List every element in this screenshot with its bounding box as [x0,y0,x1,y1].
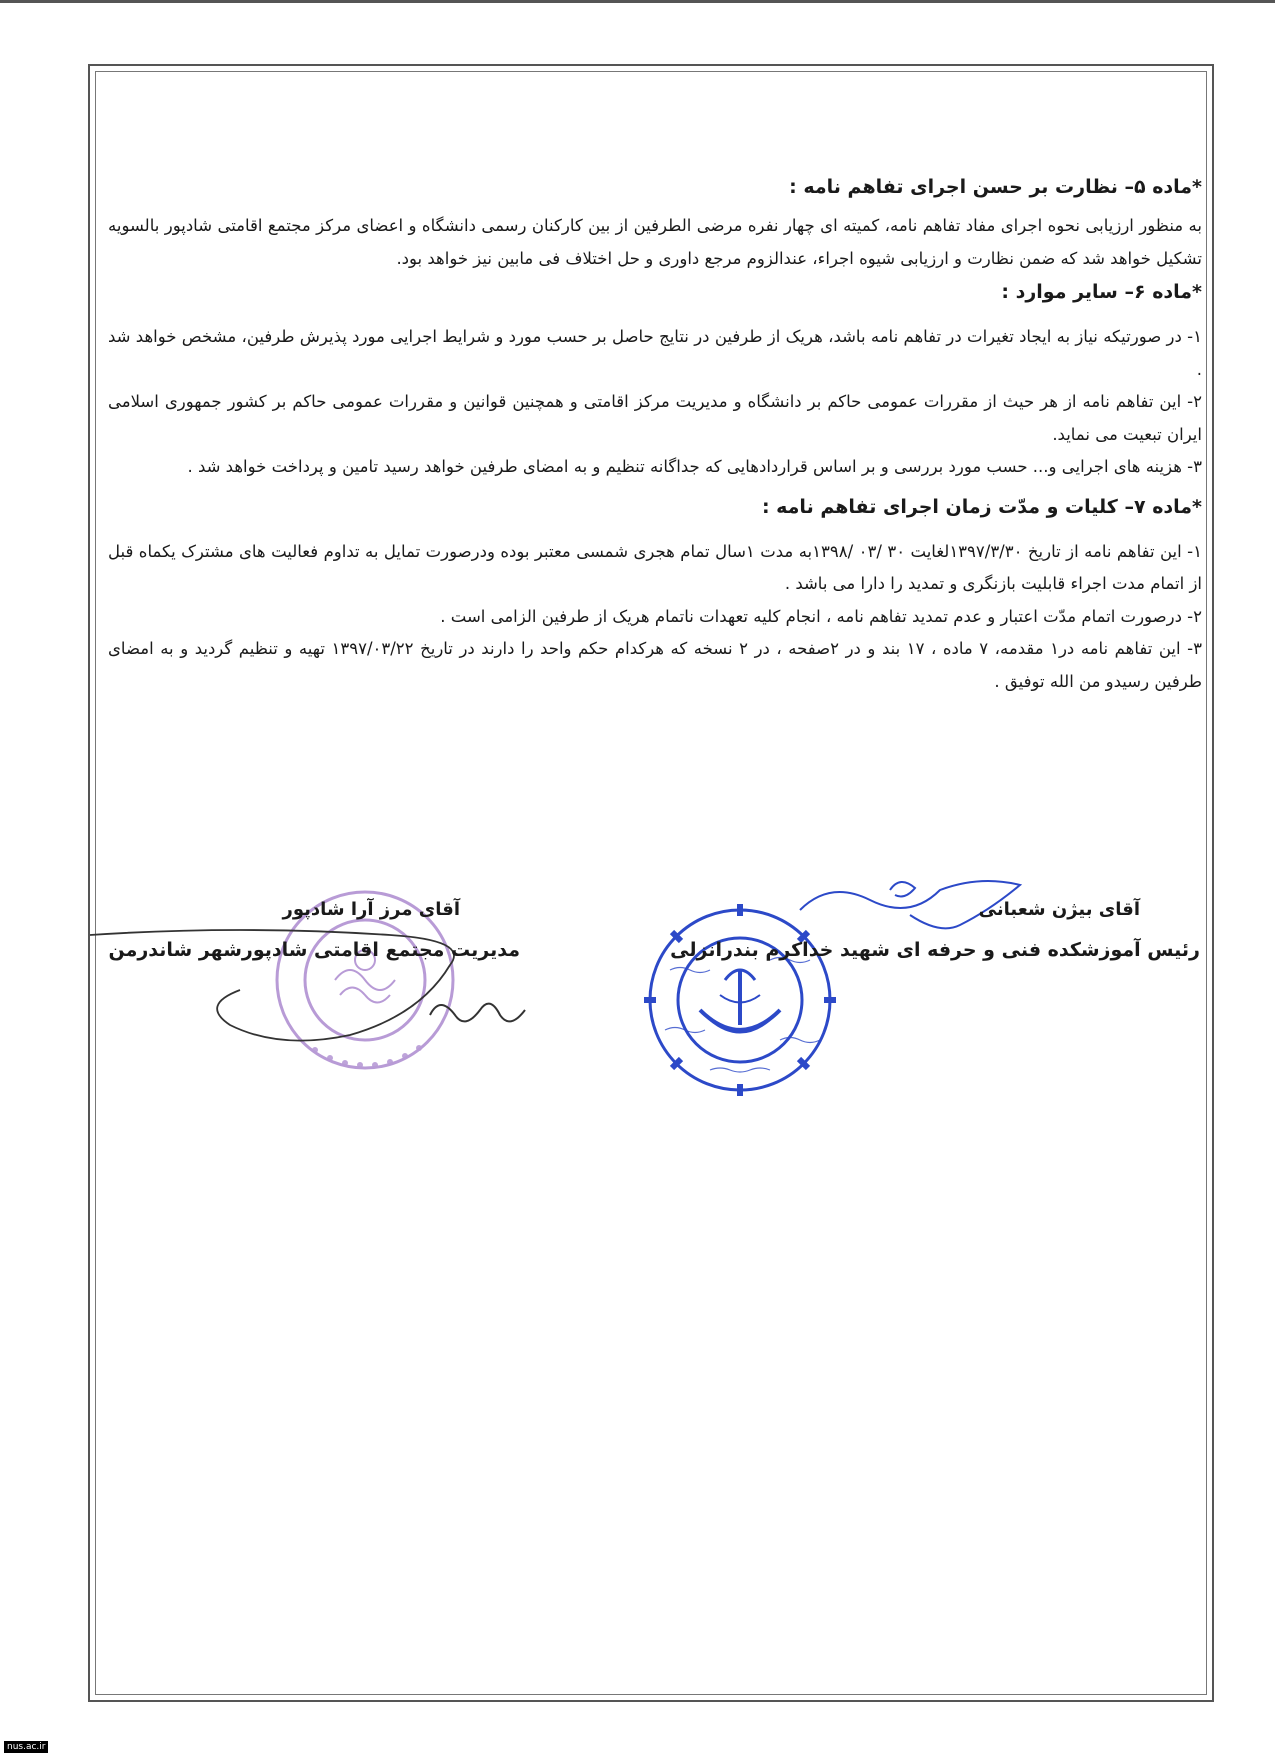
article7-item-3: ۳- این تفاهم نامه در۱ مقدمه، ۷ ماده ، ۱۷ بند و در ۲صفحه ، در ۲ نسخه که هرکدام حکم واحد را دارند در تاریخ ۱۳۹۷/۰۳/۲۲ تهیه و تنظیم گردید و به امضای طرفین رسیدو من الله توفیق . [108,639,1202,691]
right-signatory-name: آقای بیژن شعبانی [978,899,1140,920]
article6-item-2: ۲- این تفاهم نامه از هر حیث از مقررات عمومی حاکم بر دانشگاه و مدیریت مرکز اقامتی و همچنین قوانین و مقررات عمومی حاکم بر کشور جمهوری اسلامی ایران تبعیت می نماید. [108,392,1202,444]
right-signatory [640,895,1200,967]
agreement-body [108,170,1202,698]
left-signatory-name: آقای مرز آرا شادپور [282,899,460,920]
article7-item-2: ۲- درصورت اتمام مدّت اعتبار و عدم تمدید تفاهم نامه ، انجام کلیه تعهدات ناتمام هریک از طرفین الزامی است . [440,606,1202,626]
article5-paragraph: به منظور ارزیابی نحوه اجرای مفاد تفاهم نامه، کمیته ای چهار نفره مرضی الطرفین از بین کارکنان رسمی دانشگاه و اعضای مرکز مجتمع اقامتی شادپور بالسویه تشکیل خواهد شد که ضمن نظارت و ارزیابی شیوه اجراء، عندالزوم مرجع داوری و حل اختلاف فی مابین نیز خواهد بود. [108,216,1202,268]
article7-heading: *ماده ۷– کلیات و مدّت زمان اجرای تفاهم نامه : [761,495,1202,518]
footer-watermark-tag: nus.ac.ir [4,1741,48,1753]
right-signatory-title: رئیس آموزشکده فنی و حرفه ای شهید خداکرم بندرانزلی [670,939,1200,961]
article6-heading: *ماده ۶– سایر موارد : [1001,281,1202,303]
left-signatory-title: مدیریت مجتمع اقامتی شادپورشهر شاندرمن [108,939,520,961]
article5-heading: *ماده ۵– نظارت بر حسن اجرای تفاهم نامه : [789,176,1202,198]
article6-item-3: ۳- هزینه های اجرایی و... حسب مورد بررسی و بر اساس قراردادهایی که جداگانه تنظیم و به امضای طرفین خواهد رسید تامین و پرداخت خواهد شد . [187,457,1202,476]
top-edge-line [0,0,1275,3]
article7-item-1: ۱- این تفاهم نامه از تاریخ ۱۳۹۷/۳/۳۰لغایت ۳۰ /۰۳ /۱۳۹۸به مدت ۱سال تمام هجری شمسی معتبر بوده ودرصورت تمایل به تداوم فعالیت های مشترک یکماه قبل از اتمام مدت اجراء قابلیت بازنگری و تمدید را دارا می باشد . [108,541,1202,593]
left-signatory [100,895,520,967]
article6-item-1: ۱- در صورتیکه نیاز به ایجاد تغیرات در تفاهم نامه باشد، هریک از طرفین در نتایج حاصل بر حسب مورد و شرایط اجرایی مورد پذیرش طرفین، مشخص خواهد شد . [108,327,1202,379]
